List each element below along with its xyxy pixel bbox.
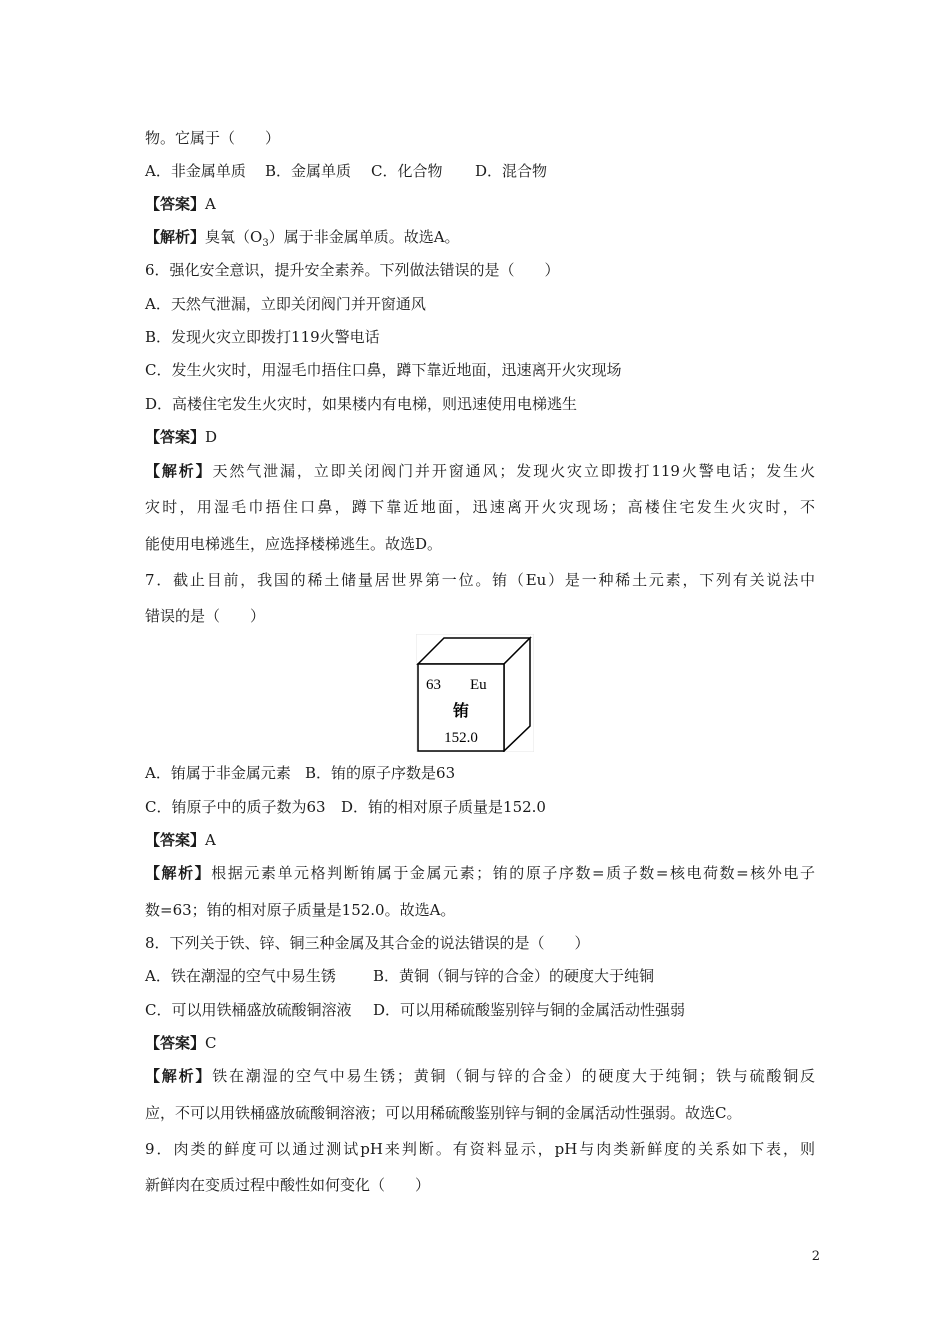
q5-option-b: B．金属单质 — [265, 162, 352, 180]
q8-option-a: A．铁在潮湿的空气中易生锈 — [145, 967, 336, 985]
q6-option-c: C．发生火灾时，用湿毛巾捂住口鼻，蹲下靠近地面，迅速离开火灾现场 — [145, 361, 622, 379]
q8-stem: 8．下列关于铁、锌、铜三种金属及其合金的说法错误的是（ ） — [145, 934, 590, 952]
answer-value: A — [205, 831, 216, 849]
q8-analysis-line-2: 应，不可以用铁桶盛放硫酸铜溶液；可以用稀硫酸鉴别锌与铜的金属活动性强弱。故选C。 — [145, 1104, 742, 1122]
analysis-label: 【解析】 — [145, 864, 212, 882]
q7-option-b: B．铕的原子序数是63 — [305, 764, 456, 782]
q7-option-a: A．铕属于非金属元素 — [145, 764, 291, 782]
q7-analysis-line-1: 【解析】根据元素单元格判断铕属于金属元素；铕的原子序数=质子数=核电荷数=核外电子 — [145, 864, 815, 882]
q5-option-c: C．化合物 — [371, 162, 443, 180]
atomic-number: 63 — [426, 677, 441, 693]
q5-stem: 物。它属于（ ） — [145, 129, 281, 147]
answer-label: 【答案】 — [145, 831, 206, 849]
element-name: 铕 — [452, 701, 470, 720]
answer-label: 【答案】 — [145, 428, 206, 446]
element-cell-figure — [416, 634, 534, 752]
q9-stem-line-1: 9．肉类的鲜度可以通过测试pH来判断。有资料显示，pH与肉类新鲜度的关系如下表，则 — [145, 1140, 815, 1158]
q5-options — [145, 161, 815, 181]
q8-option-c: C．可以用铁桶盛放硫酸铜溶液 — [145, 1001, 352, 1019]
q7-answer — [145, 830, 815, 850]
page-number: 2 — [811, 1249, 820, 1264]
element-symbol: Eu — [470, 677, 487, 693]
analysis-label: 【解析】 — [145, 462, 213, 480]
q6-analysis-line-1: 【解析】天然气泄漏，立即关闭阀门并开窗通风；发现火灾立即拨打119火警电话；发生火 — [145, 462, 815, 480]
q8-answer — [145, 1033, 815, 1053]
q7-option-d: D．铕的相对原子质量是152.0 — [341, 798, 546, 816]
answer-label: 【答案】 — [145, 195, 206, 213]
q5-option-d: D．混合物 — [475, 162, 548, 180]
q6-option-a: A．天然气泄漏，立即关闭阀门并开窗通风 — [145, 295, 426, 313]
q5-option-a: A．非金属单质 — [145, 162, 246, 180]
analysis-label: 【解析】 — [145, 228, 206, 246]
q6-option-b: B．发现火灾立即拨打119火警电话 — [145, 328, 380, 346]
analysis-label: 【解析】 — [145, 1067, 213, 1085]
q6-analysis-line-2: 灾时，用湿毛巾捂住口鼻，蹲下靠近地面，迅速离开火灾现场；高楼住宅发生火灾时，不 — [145, 498, 815, 516]
q6-answer — [145, 427, 815, 447]
q7-stem-line-2: 错误的是（ ） — [145, 607, 266, 625]
answer-value: C — [205, 1034, 217, 1052]
q9-stem-line-2: 新鲜肉在变质过程中酸性如何变化（ ） — [145, 1176, 431, 1194]
q6-analysis-line-3: 能使用电梯逃生，应选择楼梯逃生。故选D。 — [145, 535, 443, 553]
q5-answer — [145, 194, 815, 214]
q8-option-b: B．黄铜（铜与锌的合金）的硬度大于纯铜 — [373, 967, 655, 985]
atomic-mass: 152.0 — [444, 730, 478, 746]
answer-value: D — [205, 428, 218, 446]
q8-options-row-1 — [145, 966, 815, 986]
q5-analysis: 【解析】臭氧$(O_3)$属于非金属单质。故选A。 — [145, 228, 460, 249]
q8-option-d: D．可以用稀硫酸鉴别锌与铜的金属活动性强弱 — [373, 1001, 686, 1019]
q7-options-row-1 — [145, 763, 815, 783]
q8-analysis-line-1: 【解析】铁在潮湿的空气中易生锈；黄铜（铜与锌的合金）的硬度大于纯铜；铁与硫酸铜反 — [145, 1067, 815, 1085]
subscript: 3 — [262, 238, 269, 249]
answer-value: A — [205, 195, 216, 213]
q6-option-d: D．高楼住宅发生火灾时，如果楼内有电梯，则迅速使用电梯逃生 — [145, 395, 578, 413]
q7-option-c: C．铕原子中的质子数为63 — [145, 798, 326, 816]
q7-analysis-line-2: 数=63；铕的相对原子质量是152.0。故选A。 — [145, 901, 456, 919]
q7-options-row-2 — [145, 797, 815, 817]
q8-options-row-2 — [145, 1000, 815, 1020]
q7-stem-line-1: 7．截止目前，我国的稀土储量居世界第一位。铕（Eu）是一种稀土元素，下列有关说法中 — [145, 571, 815, 589]
q6-stem: 6．强化安全意识，提升安全素养。下列做法错误的是（ ） — [145, 261, 560, 279]
answer-label: 【答案】 — [145, 1034, 206, 1052]
